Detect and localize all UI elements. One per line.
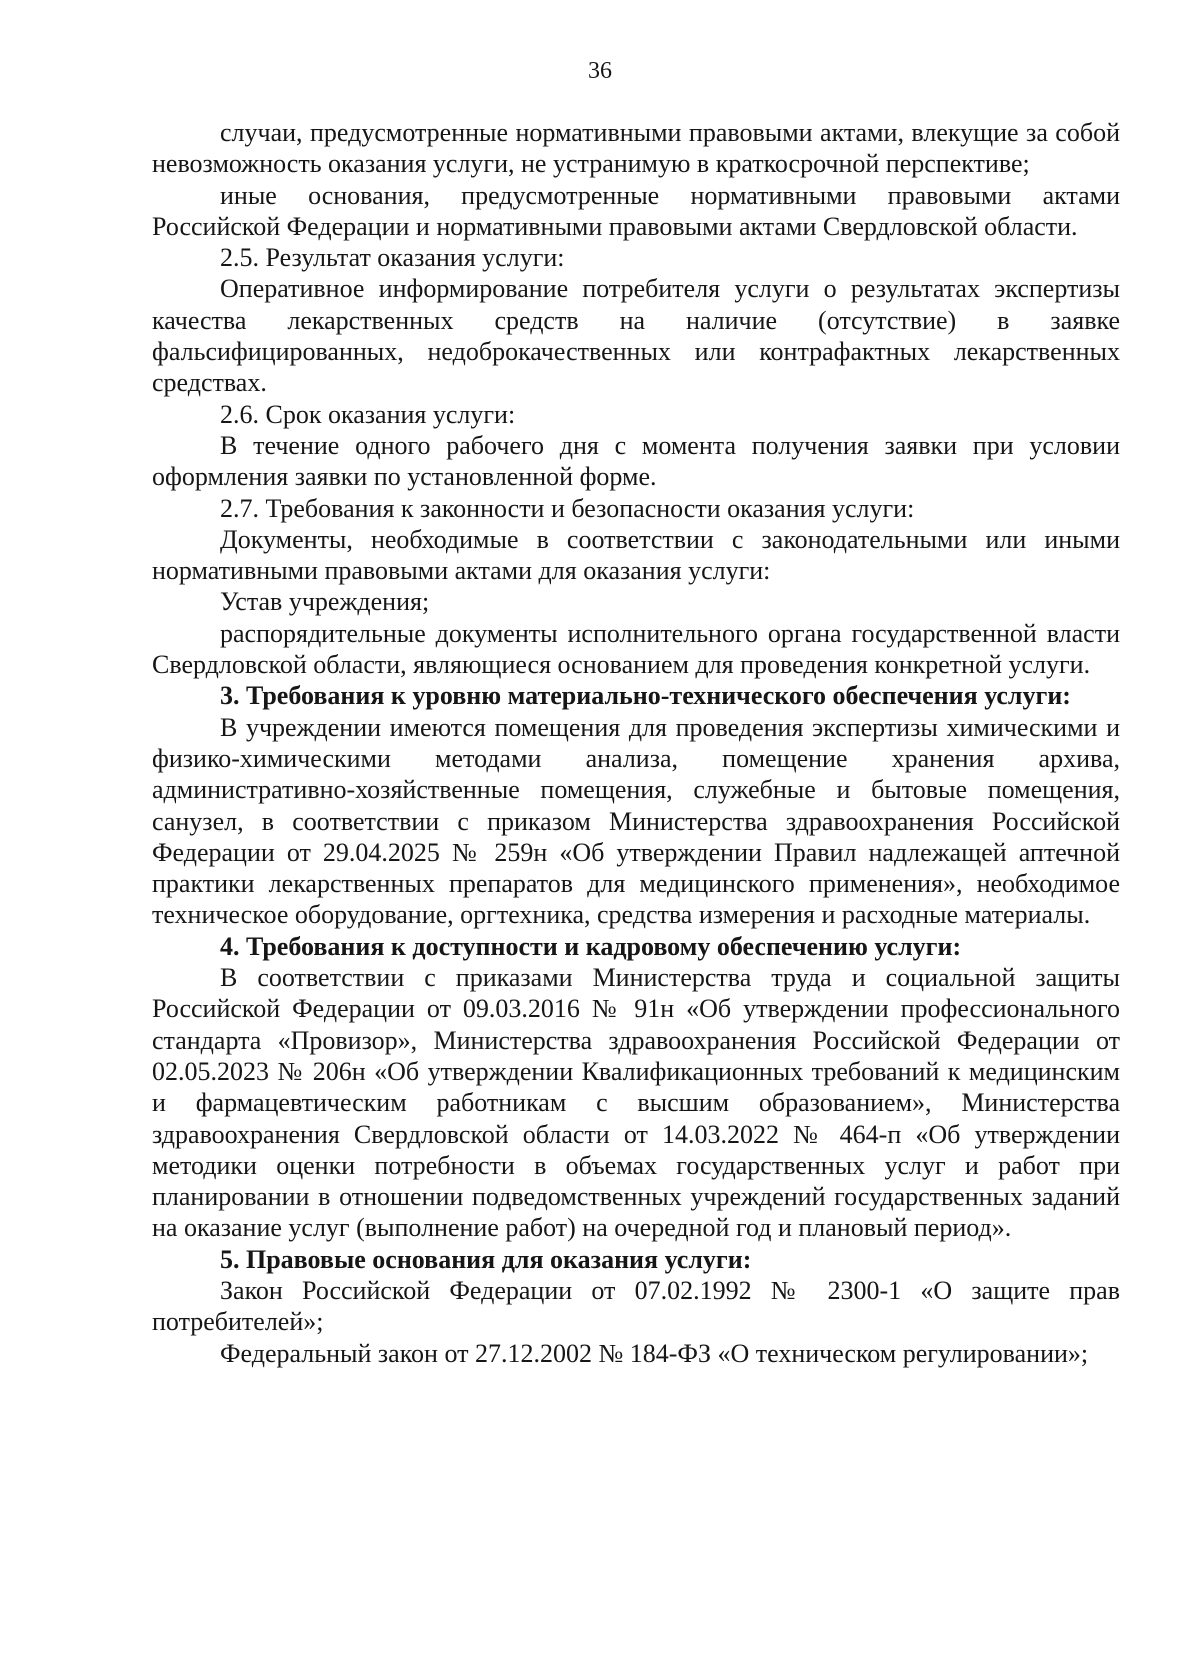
section-5-heading: 5. Правовые основания для оказания услуги: <box>220 1244 752 1274</box>
paragraph-grounds-cases: случаи, предусмотренные нормативными правовыми актами, влекущие за собой невозможность оказания услуги, не устранимую в краткосрочной перспективе; <box>152 118 1120 179</box>
paragraph-grounds-other: иные основания, предусмотренные нормативными правовыми актами Российской Федерации и нормативными правовыми актами Свердловской области. <box>152 180 1120 241</box>
paragraph-service-result: Оперативное информирование потребителя услуги о результатах экспертизы качества лекарственных средств на наличие (отсутствие) в заявке фальсифицированных, недоброкачественных или контрафактных лекарственных средствах. <box>152 274 1120 398</box>
section-4-heading: 4. Требования к доступности и кадровому обеспечению услуги: <box>220 931 962 961</box>
paragraph-staffing: В соответствии с приказами Министерства труда и социальной защиты Российской Федерации от 09.03.2016 № 91н «Об утверждении профессионального стандарта «Провизор», Министерства здравоохранения Российской Федерации от 02.05.2023 № 206н «Об утверждении Квалификационных требований к медицинским и фармацевтическим работникам с высшим образованием», Министерства здравоохранения Свердловской области от 14.03.2022 № 464-п «Об утверждении методики оценки потребности в объемах государственных услуг и работ при планировании в отношении подведомственных учреждений государственных заданий на оказание услуг (выполнение работ) на очередной год и плановый период». <box>152 963 1120 1243</box>
paragraph-service-term: В течение одного рабочего дня с момента получения заявки при условии оформления заявки по установленной форме. <box>152 430 1120 492</box>
paragraph-required-documents: Документы, необходимые в соответствии с законодательными или иными нормативными правовыми актами для оказания услуги: <box>152 524 1120 586</box>
paragraph-law-technical-regulation: Федеральный закон от 27.12.2002 № 184-ФЗ «О техническом регулировании»; <box>220 1338 1089 1368</box>
paragraph-premises: В учреждении имеются помещения для проведения экспертизы химическими и физико-химическими методами анализа, помещение хранения архива, административно-хозяйственные помещения, служебные и бытовые помещения, санузел, в соответствии с приказом Министерства здравоохранения Российской Федерации от 29.04.2025 № 259н «Об утверждении Правил надлежащей аптечной практики лекарственных препаратов для медицинского применения», необходимое техническое оборудование, оргтехника, средства измерения и расходные материалы. <box>152 712 1120 930</box>
page-number: 36 <box>588 58 612 84</box>
document-body <box>152 117 1120 1369</box>
section-2-5-title: 2.5. Результат оказания услуги: <box>220 243 565 273</box>
section-3-heading: 3. Требования к уровню материально-технического обеспечения услуги: <box>220 681 1071 711</box>
section-2-7-title: 2.7. Требования к законности и безопасности оказания услуги: <box>220 493 915 523</box>
paragraph-administrative-documents: распорядительные документы исполнительного органа государственной власти Свердловской области, являющиеся основанием для проведения конкретной услуги. <box>152 618 1120 680</box>
paragraph-law-consumer-rights: Закон Российской Федерации от 07.02.1992 № 2300-1 «О защите прав потребителей»; <box>152 1275 1120 1337</box>
paragraph-charter: Устав учреждения; <box>220 587 430 617</box>
section-2-6-title: 2.6. Срок оказания услуги: <box>220 399 516 429</box>
